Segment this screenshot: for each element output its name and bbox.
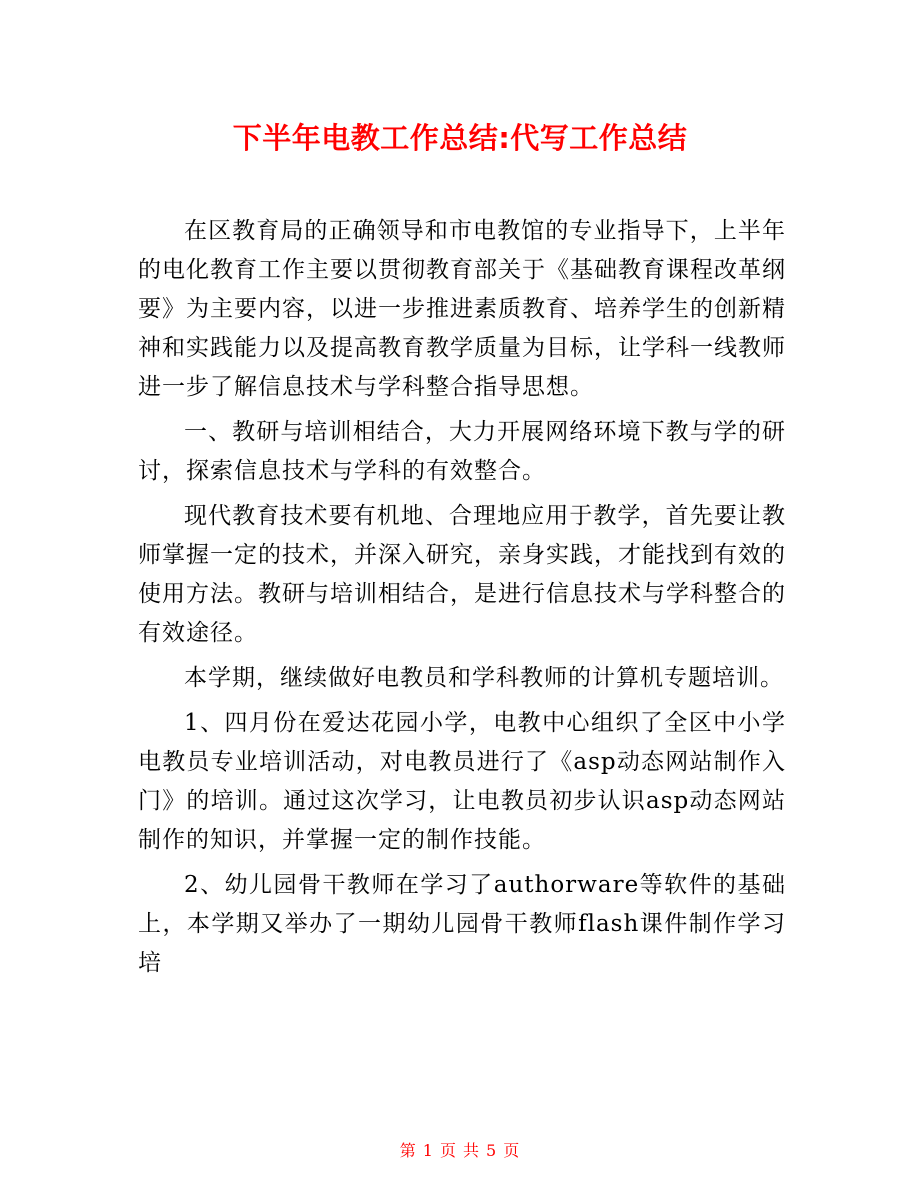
paragraph-section-one-heading: 一、教研与培训相结合，大力开展网络环境下教与学的研讨，探索信息技术与学科的有效整合。 (138, 419, 786, 484)
paragraph-item-one: 1、四月份在爱达花园小学，电教中心组织了全区中小学电教员专业培训活动，对电教员进行了《asp动态网站制作入门》的培训。通过这次学习，让电教员初步认识asp动态网站制作的知识，并掌握一定的制作技能。 (138, 710, 786, 853)
document-title: 下半年电教工作总结:代写工作总结 (232, 121, 688, 155)
footer-total-pages: 5 (486, 1141, 498, 1160)
footer-page-word: 页 (439, 1141, 457, 1160)
page-footer (0, 1139, 920, 1163)
footer-current-page: 1 (422, 1141, 434, 1160)
paragraph-semester-training: 本学期，继续做好电教员和学科教师的计算机专题培训。 (184, 665, 784, 691)
paragraph-intro: 在区教育局的正确领导和市电教馆的专业指导下，上半年的电化教育工作主要以贯彻教育部关于《基础教育课程改革纲要》为主要内容，以进一步推进素质教育、培养学生的创新精神和实践能力以及提高教育教学质量为目标，让学科一线教师进一步了解信息技术与学科整合指导思想。 (138, 218, 786, 400)
footer-prefix: 第 (399, 1141, 417, 1160)
paragraph-modern-tech: 现代教育技术要有机地、合理地应用于教学，首先要让教师掌握一定的技术，并深入研究，亲身实践，才能找到有效的使用方法。教研与培训相结合，是进行信息技术与学科整合的有效途径。 (138, 503, 786, 646)
paragraph-item-two: 2、幼儿园骨干教师在学习了authorware等软件的基础上，本学期又举办了一期幼儿园骨干教师flash课件制作学习培 (138, 872, 786, 976)
document-body (138, 212, 786, 989)
footer-total-word: 共 (463, 1141, 481, 1160)
footer-suffix: 页 (503, 1141, 521, 1160)
